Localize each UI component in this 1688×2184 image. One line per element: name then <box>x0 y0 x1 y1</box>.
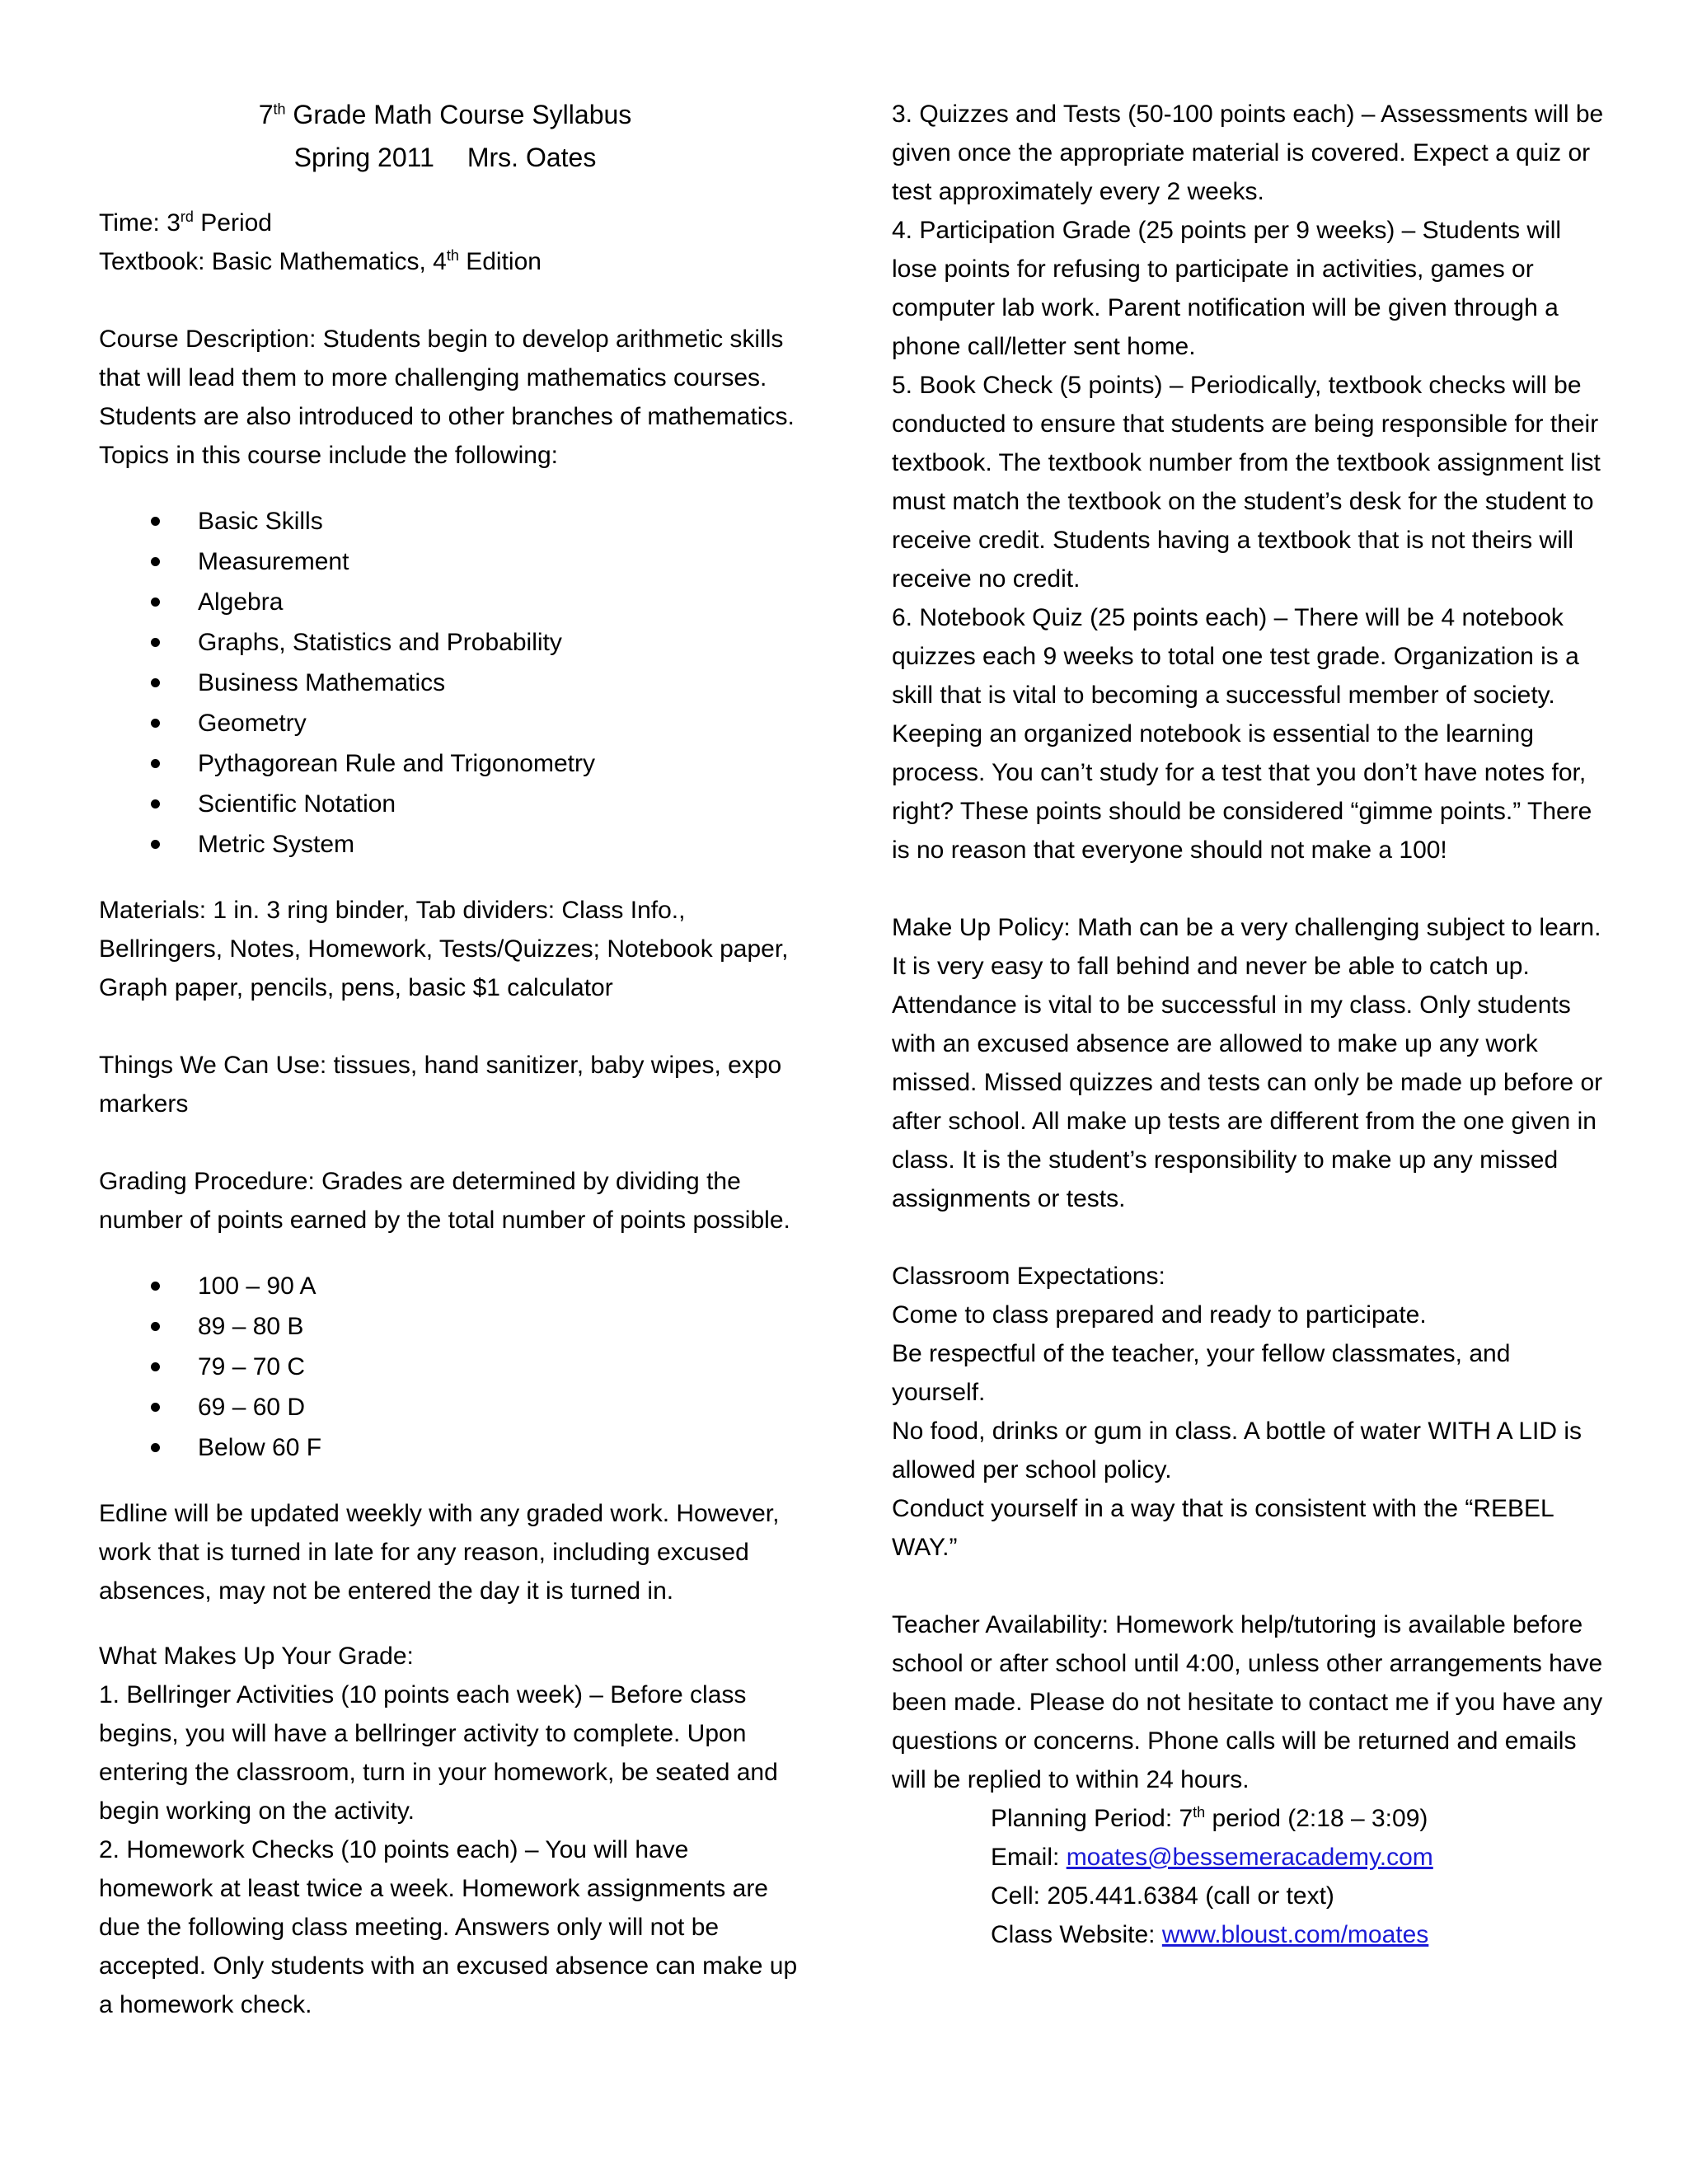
teacher-name: Mrs. Oates <box>467 143 597 172</box>
right-column <box>892 95 1609 1954</box>
planning-prefix: Planning Period: 7 <box>991 1805 1193 1832</box>
textbook <box>99 242 799 281</box>
contact-info <box>892 1799 1609 1954</box>
time-prefix: Time: 3 <box>99 209 181 237</box>
time-suffix: rd <box>180 209 194 225</box>
edline-note: Edline will be updated weekly with any graded work. However, work that is turned in late for any reason, including excused absences, may not be entered the day it is turned in. <box>99 1500 780 1605</box>
list-item: Scientific Notation <box>99 784 799 824</box>
expectation-item: No food, drinks or gum in class. A bottle of water WITH A LID is allowed per school policy. <box>892 1418 1582 1483</box>
things-we-can-use: Things We Can Use: tissues, hand sanitizer, baby wipes, expo markers <box>99 1052 782 1118</box>
list-item: 79 – 70 C <box>99 1347 799 1387</box>
grading-procedure: Grading Procedure: Grades are determined by dividing the number of points earned by the total number of points possible. <box>99 1168 790 1234</box>
textbook-prefix: Textbook: Basic Mathematics, 4 <box>99 248 447 275</box>
make-up-policy: Make Up Policy: Math can be a very challenging subject to learn. It is very easy to fall behind and never be able to catch up. Attendance is vital to be successful in my class. Only students with an excused absence are allowed to make up any work missed. Missed quizzes and tests can only be made up before or after school. All make up tests are different from the one given in class. It is the student’s responsibility to make up any missed assignments or tests. <box>892 914 1603 1212</box>
cell-phone: Cell: 205.441.6384 (call or text) <box>991 1882 1334 1910</box>
grade-component-item: 2. Homework Checks (10 points each) – You will have homework at least twice a week. Homework assignments are due the following class meeting. Answers only will not be accepted. Only students with an excused absence can make up a homework check. <box>99 1836 798 2018</box>
textbook-suffix: th <box>446 247 459 264</box>
list-item: Graphs, Statistics and Probability <box>99 622 799 663</box>
teacher-availability: Teacher Availability: Homework help/tutoring is available before school or after school until 4:00, unless other arrangements have been made. Please do not hesitate to contact me if you have any questions or concerns. Phone calls will be returned and emails will be replied to within 24 hours. <box>892 1611 1603 1793</box>
materials: Materials: 1 in. 3 ring binder, Tab dividers: Class Info., Bellringers, Notes, Homework, Tests/Quizzes; Notebook paper, Graph paper, pencils, pens, basic $1 calculator <box>99 897 789 1001</box>
textbook-rest: Edition <box>458 248 542 275</box>
grade-number: 7 <box>258 100 274 129</box>
expectation-item: Come to class prepared and ready to participate. <box>892 1301 1427 1329</box>
planning-period <box>991 1799 1609 1838</box>
website-line <box>991 1915 1609 1954</box>
term-line <box>99 136 791 179</box>
topics-list <box>99 501 799 865</box>
grade-components-heading: What Makes Up Your Grade: <box>99 1643 414 1670</box>
list-item: Business Mathematics <box>99 663 799 703</box>
grade-component-item: 4. Participation Grade (25 points per 9 weeks) – Students will lose points for refusing to participate in activities, games or computer lab work. Parent notification will be given through a phone call/letter sent home. <box>892 217 1562 360</box>
email-link[interactable]: moates@bessemeracademy.com <box>1066 1844 1433 1871</box>
email-line <box>991 1838 1609 1877</box>
list-item: Below 60 F <box>99 1427 799 1468</box>
list-item: 89 – 80 B <box>99 1306 799 1347</box>
title-text: Grade Math Course Syllabus <box>285 100 632 129</box>
grade-component-item: 6. Notebook Quiz (25 points each) – There will be 4 notebook quizzes each 9 weeks to total one test grade. Organization is a skill that is vital to becoming a successful member of society. Keeping an organized notebook is essential to the learning process. You can’t study for a test that you don’t have notes for, right? These points should be considered “gimme points.” There is no reason that everyone should not make a 100! <box>892 604 1592 864</box>
list-item: 100 – 90 A <box>99 1266 799 1306</box>
time-rest: Period <box>193 209 272 237</box>
list-item: Pythagorean Rule and Trigonometry <box>99 743 799 784</box>
list-item: Basic Skills <box>99 501 799 541</box>
grade-component-item: 1. Bellringer Activities (10 points each week) – Before class begins, you will have a bellringer activity to complete. Upon entering the classroom, turn in your homework, be seated and begin working on the activity. <box>99 1681 778 1825</box>
website-link[interactable]: www.bloust.com/moates <box>1161 1921 1429 1948</box>
planning-rest: period (2:18 – 3:09) <box>1205 1805 1428 1832</box>
email-label: Email: <box>991 1844 1067 1871</box>
grade-component-item: 5. Book Check (5 points) – Periodically, textbook checks will be conducted to ensure that students are being responsible for their textbook. The textbook number from the textbook assignment list must match the textbook on the student’s desk for the student to receive credit. Students having a textbook that is not theirs will receive no credit. <box>892 372 1601 593</box>
expectation-item: Conduct yourself in a way that is consistent with the “REBEL WAY.” <box>892 1495 1554 1561</box>
term: Spring 2011 <box>293 143 434 172</box>
website-label: Class Website: <box>991 1921 1162 1948</box>
expectation-item: Be respectful of the teacher, your fellow classmates, and yourself. <box>892 1340 1511 1406</box>
document-header <box>99 93 791 179</box>
classroom-expectations-heading: Classroom Expectations: <box>892 1263 1165 1290</box>
list-item: Metric System <box>99 824 799 865</box>
grade-component-item: 3. Quizzes and Tests (50-100 points each) – Assessments will be given once the appropriate material is covered. Expect a quiz or test approximately every 2 weeks. <box>892 101 1604 205</box>
list-item: Algebra <box>99 582 799 622</box>
list-item: 69 – 60 D <box>99 1387 799 1427</box>
left-column <box>99 93 799 2024</box>
list-item: Geometry <box>99 703 799 743</box>
class-time <box>99 204 799 242</box>
page-title <box>99 93 791 136</box>
list-item: Measurement <box>99 541 799 582</box>
grade-suffix: th <box>273 101 286 118</box>
planning-suffix: th <box>1193 1804 1206 1821</box>
course-description: Course Description: Students begin to develop arithmetic skills that will lead them to more challenging mathematics courses. Students are also introduced to other branches of mathematics. Topics in this course include the following: <box>99 326 795 469</box>
grade-scale-list <box>99 1266 799 1468</box>
